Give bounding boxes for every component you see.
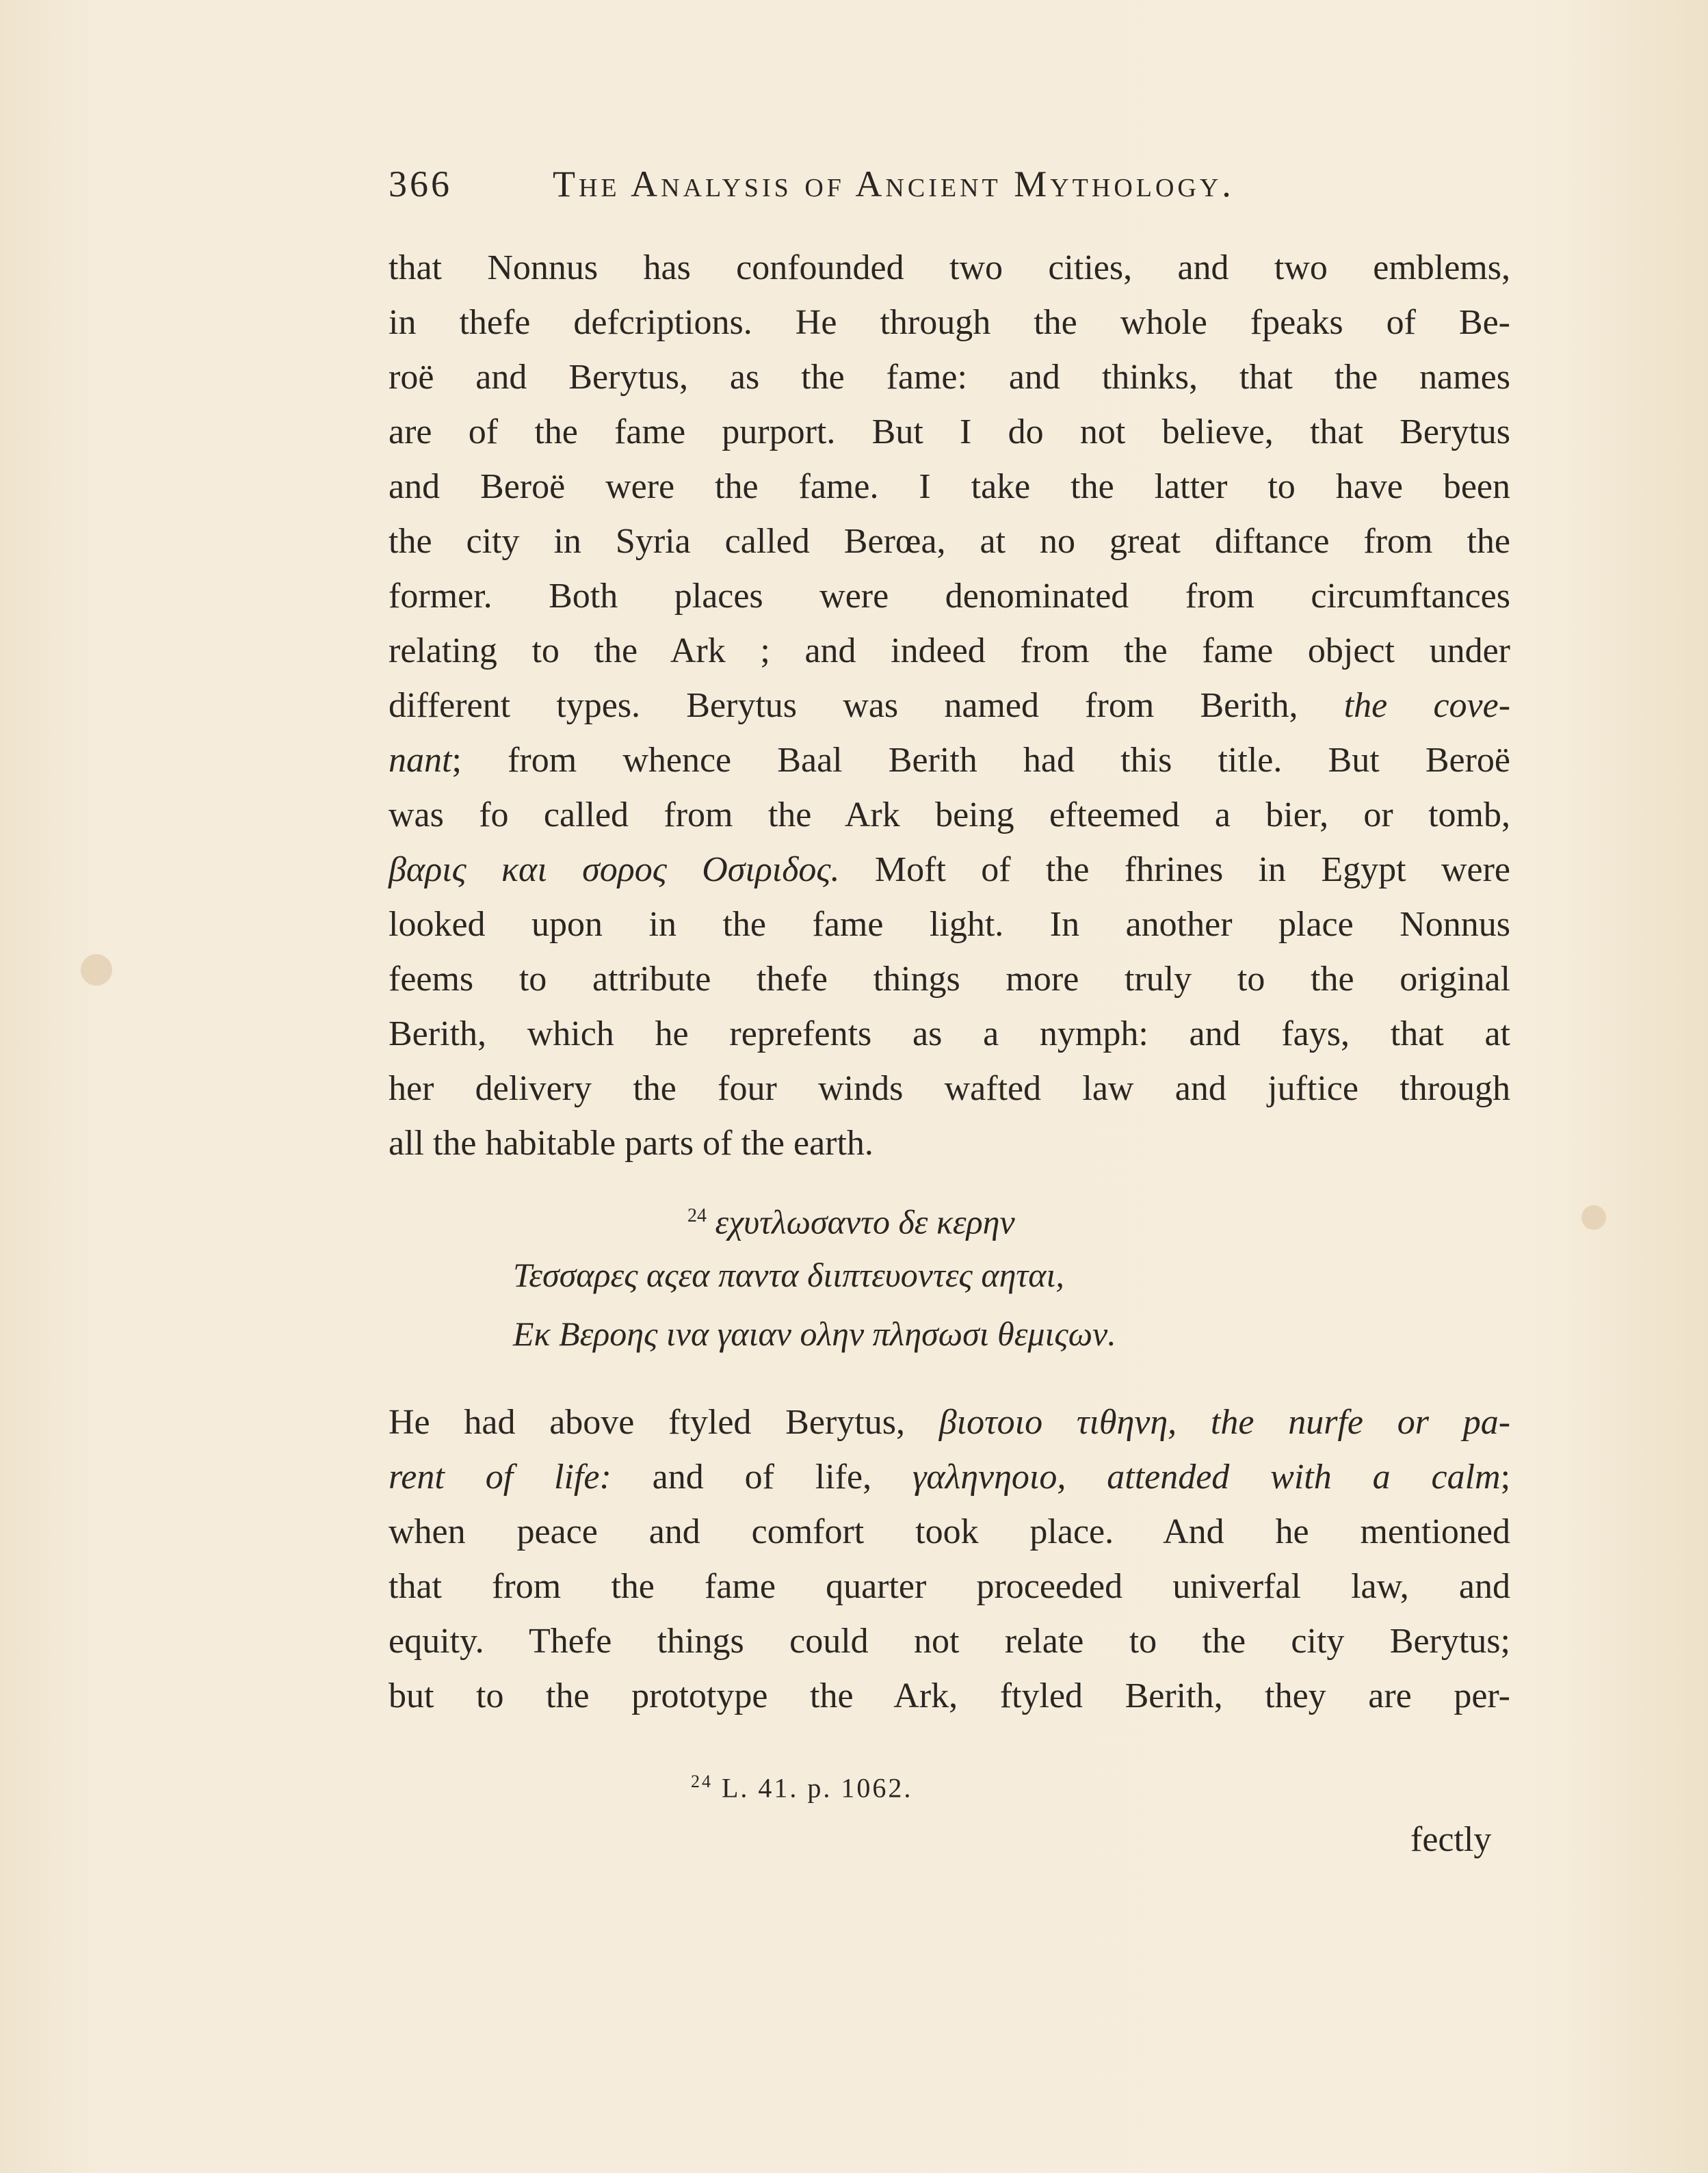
verse-text: εχυτλωσαντο δε κερην	[715, 1202, 1015, 1241]
text-line: former. Both places were denominated from circumftances	[389, 577, 1510, 616]
text-line: was fo called from the Ark being efteemed a bier, or tomb,	[389, 795, 1510, 834]
italic-phrase: nant	[389, 741, 452, 780]
text-line: equity. Thefe things could not relate to the city Berytus;	[389, 1622, 1510, 1661]
text-line	[389, 1395, 1510, 1450]
text-line	[389, 679, 1510, 733]
body-paragraph-top	[389, 241, 1510, 1171]
text-line: are of the fame purport. But I do not believe, that Berytus	[389, 412, 1510, 451]
greek-phrase: βαρις και σορος Οσιριδος.	[389, 850, 840, 889]
page-number: 366	[389, 163, 452, 205]
text-line: Berith, which he reprefents as a nymph: and fays, that at	[389, 1014, 1510, 1053]
footnote-marker: 24	[691, 1772, 713, 1791]
text-line: the city in Syria called Berœa, at no great diftance from the	[389, 522, 1510, 561]
text-line: that Nonnus has confounded two cities, and two emblems,	[389, 248, 1510, 287]
paper-stain	[81, 954, 112, 986]
text-segment: different types. Berytus was named from Berith,	[389, 686, 1298, 725]
running-header	[389, 159, 1391, 213]
greek-phrase: γαληνηοιο,	[912, 1458, 1066, 1497]
text-line	[389, 1450, 1510, 1505]
text-line: and Beroë were the fame. I take the latter to have been	[389, 467, 1510, 506]
text-line: roë and Berytus, as the fame: and thinks, that the names	[389, 358, 1510, 397]
text-segment: He had above ftyled Berytus,	[389, 1403, 905, 1442]
verse-line: Τεσσαρες αςεα παντα διιπτευοντες αηται,	[513, 1256, 1064, 1294]
italic-phrase: attended with a calm	[1107, 1458, 1501, 1497]
text-line: all the habitable parts of the earth.	[389, 1124, 873, 1163]
text-line: looked upon in the fame light. In another place Nonnus	[389, 905, 1510, 944]
text-line: feems to attribute thefe things more truly to the original	[389, 960, 1510, 999]
verse-line: Εκ Βεροης ινα γαιαν ολην πλησωσι θεμιςων.	[513, 1315, 1116, 1353]
italic-phrase: the cove-	[1343, 686, 1511, 725]
text-segment: and of life,	[652, 1458, 872, 1497]
text-line: that from the fame quarter proceeded univerfal law, and	[389, 1567, 1510, 1606]
catchword: fectly	[1410, 1820, 1492, 1859]
text-line: when peace and comfort took place. And he mentioned	[389, 1512, 1510, 1551]
italic-phrase: rent of life:	[389, 1458, 612, 1497]
text-line	[389, 843, 1510, 897]
body-paragraph-bottom	[389, 1395, 1510, 1724]
footnote-text: L. 41. p. 1062.	[722, 1772, 913, 1804]
text-line: her delivery the four winds wafted law and juftice through	[389, 1069, 1510, 1108]
text-segment: Moft of the fhrines in Egypt were	[874, 850, 1510, 889]
text-line	[389, 733, 1510, 788]
footnote-marker: 24	[687, 1205, 707, 1226]
text-segment: ; from whence Baal Berith had this title. But Beroë	[451, 741, 1510, 780]
paper-stain	[1581, 1205, 1606, 1230]
footnote	[691, 1772, 912, 1804]
greek-phrase: βιοτοιο τιθηνη,	[938, 1403, 1177, 1442]
verse-line	[687, 1187, 1015, 1252]
italic-phrase: the nurfe or pa-	[1210, 1403, 1511, 1442]
text-line: but to the prototype the Ark, ftyled Berith, they are per-	[389, 1676, 1510, 1715]
text-line: relating to the Ark ; and indeed from the fame object under	[389, 631, 1510, 670]
text-segment: ;	[1500, 1458, 1511, 1497]
running-title: The Analysis of Ancient Mythology.	[553, 163, 1235, 205]
text-line: in thefe defcriptions. He through the whole fpeaks of Be-	[389, 303, 1510, 342]
